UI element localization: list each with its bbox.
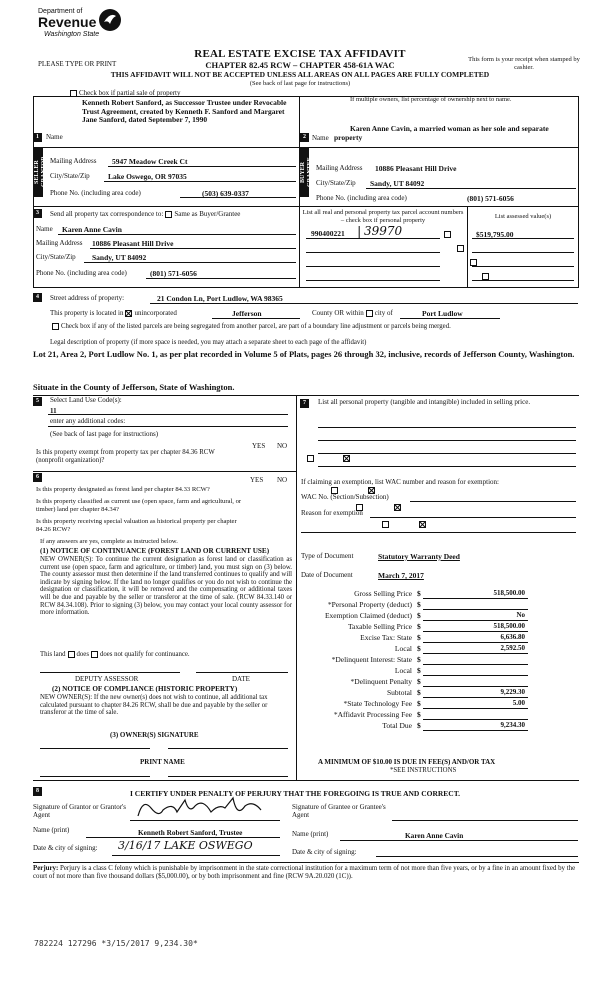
exempt-no-checkbox[interactable]: [343, 455, 350, 462]
situate-line: Situate in the County of Jefferson, State of Washington.: [33, 382, 235, 392]
multiple-owners-note: If multiple owners, list percentage of ownership next to name.: [350, 96, 512, 103]
notice1-title: (1) NOTICE OF CONTINUANCE (FOREST LAND OR CURRENT USE): [40, 547, 270, 555]
seller-name[interactable]: Kenneth Robert Sanford, as Successor Trustee under Revocable Trust Agreement, created by Kenneth F. Sanford and Margaret Jane Sanford, dated September 7, 1990: [82, 98, 287, 125]
current-use-question: Is this property classified as current use (open space, farm and agricultural, or timber) land per chapter 84.34?: [36, 498, 242, 513]
does-checkbox[interactable]: [68, 651, 75, 658]
section-3-badge: 3: [33, 209, 42, 218]
buyer-mailing[interactable]: 10886 Pleasant Hill Drive: [375, 164, 457, 173]
street-label: Street address of property:: [50, 294, 125, 302]
parcels-header: List all real and personal property tax parcel account numbers – check box if personal property: [302, 209, 464, 224]
county-label: County OR within: [312, 309, 364, 317]
section-7-badge: 7: [300, 399, 309, 408]
parcel-handwritten-note: 39970: [364, 224, 403, 238]
tax-mailing[interactable]: 10886 Pleasant Hill Drive: [92, 239, 174, 248]
see-instructions-note: *SEE INSTRUCTIONS: [390, 767, 457, 774]
fee-value[interactable]: 6,636.80: [500, 633, 525, 641]
seller-tag: SELLER GRANTOR: [34, 147, 43, 197]
if-yes-note: If any answers are yes, complete as instructed below.: [40, 538, 178, 545]
fee-label: Taxable Selling Price: [347, 622, 412, 631]
fee-label: *State Technology Fee: [343, 699, 412, 708]
seller-mailing[interactable]: 5947 Meadow Creek Ct: [112, 157, 188, 166]
buyer-name-label: Name: [312, 134, 329, 142]
fee-label: Local: [394, 644, 412, 653]
chapter-line: CHAPTER 82.45 RCW – CHAPTER 458-61A WAC: [205, 60, 395, 70]
seller-name-label: Name: [46, 133, 63, 141]
grantee-date-label: Date & city of signing:: [292, 848, 357, 856]
personal-property-checkbox-3[interactable]: [470, 259, 477, 266]
notice2-body: NEW OWNER(S): If the new owner(s) does not wish to continue, all additional tax calculated pursuant to chapter 84.26 RCW, shall be due and payable by the seller or transferor at the time of sale.: [40, 694, 268, 717]
legal-label: Legal description of property (if more space is needed, you may attach a separate sheet to each page of the affidavit): [50, 339, 367, 346]
section-5-badge: 5: [33, 397, 42, 406]
tax-name-label: Name: [36, 225, 53, 233]
s6-yes-label: YES: [250, 476, 264, 484]
qualify-row: [40, 651, 190, 659]
date-label: DATE: [232, 675, 250, 683]
seller-phone[interactable]: (503) 639-0337: [202, 189, 249, 198]
fee-value[interactable]: 9,229.30: [500, 688, 525, 696]
see-back-note: (See back of last page for instructions): [249, 80, 351, 87]
fee-dollar: $: [417, 688, 421, 697]
personal-property-label: List all personal property (tangible and intangible) included in selling price.: [318, 398, 531, 406]
fee-value[interactable]: 518,500.00: [493, 622, 525, 630]
tax-phone-label: Phone No. (including area code): [36, 269, 127, 277]
dor-logo: [38, 8, 123, 42]
grantor-signature-icon[interactable]: [133, 796, 283, 822]
forest-question: Is this property designated as forest land per chapter 84.33 RCW?: [36, 486, 210, 493]
revenue-text: Revenue: [38, 14, 97, 30]
grantor-name-value[interactable]: Kenneth Robert Sanford, Trustee: [138, 828, 243, 837]
perjury-text: Perjury is a class C felony which is punishable by imprisonment in the state correctional institution for a maximum term of not more than five years, or by a fine in an amount fixed by the court of not more than five thousand dollars ($5,000.00), or by both imprisonment and fine (RCW 9A.20.020 (1C)).: [33, 865, 576, 881]
wac-label: WAC No. (Section/Subsection): [301, 493, 389, 501]
fee-label: *Delinquent Interest: State: [331, 655, 412, 664]
tax-name[interactable]: Karen Anne Cavin: [62, 225, 122, 234]
buyer-phone-label: Phone No. (including area code): [316, 194, 407, 202]
land-use-label: Select Land Use Code(s):: [50, 396, 122, 404]
wa-state-text: Washington State: [44, 31, 100, 38]
historic-yes-checkbox[interactable]: [382, 521, 389, 528]
fee-dollar: $: [417, 611, 421, 620]
fee-label: Excise Tax: State: [360, 633, 412, 642]
does-label: does: [76, 651, 89, 659]
fee-dollar: $: [417, 710, 421, 719]
buyer-name[interactable]: Karen Anne Cavin, a married woman as her sole and separate property: [334, 124, 549, 142]
cashier-stamp: 782224 127296 *3/15/2017 9,234.30*: [34, 939, 198, 948]
does-not-checkbox[interactable]: [91, 651, 98, 658]
fee-dollar: $: [417, 644, 421, 653]
personal-property-checkbox-4[interactable]: [482, 273, 489, 280]
buyer-mailing-label: Mailing Address: [316, 164, 363, 172]
same-as-buyer-checkbox[interactable]: [165, 211, 172, 218]
tax-city[interactable]: Sandy, UT 84092: [92, 253, 147, 262]
s6-no-label: NO: [277, 476, 288, 484]
legal-description[interactable]: Lot 21, Area 2, Port Ludlow No. 1, as per plat recorded in Volume 5 of Plats, pages 26 through 32, inclusive, records of Jefferson County, Washington.: [33, 349, 575, 359]
parcel-handwritten: |: [357, 225, 362, 240]
buyer-city-label: City/State/Zip: [316, 179, 356, 187]
section-8-badge: 8: [33, 787, 42, 796]
doc-type-label: Type of Document: [301, 552, 354, 560]
exempt-question: Is this property exempt from property tax per chapter 84.36 RCW (nonprofit organization)?: [36, 449, 215, 465]
city-of-checkbox[interactable]: [366, 310, 373, 317]
dept-of-text: Department of: [38, 8, 83, 15]
perjury-block: [33, 865, 581, 882]
land-use-code[interactable]: 11: [50, 407, 57, 415]
grantor-sig-label: Signature of Grantor or Grantor's Agent: [33, 803, 127, 820]
personal-property-checkbox-2[interactable]: [457, 245, 464, 252]
fee-dollar: $: [417, 622, 421, 631]
perjury-label: Perjury:: [33, 865, 59, 872]
seller-mailing-label: Mailing Address: [50, 157, 97, 165]
fee-label: *Delinquent Penalty: [350, 677, 412, 686]
fee-label: Local: [394, 666, 412, 675]
grantee-sig-label: Signature of Grantee or Grantee's Agent: [292, 803, 386, 820]
fee-label: *Personal Property (deduct): [327, 600, 412, 609]
buyer-city[interactable]: Sandy, UT 84092: [370, 179, 425, 188]
notice2-title: (2) NOTICE OF COMPLIANCE (HISTORIC PROPERTY): [52, 685, 238, 693]
grantee-name-label: Name (print): [292, 830, 329, 838]
seller-city-label: City/State/Zip: [50, 172, 90, 180]
fee-dollar: $: [417, 699, 421, 708]
segregated-row: [50, 323, 580, 331]
grantee-name-value[interactable]: Karen Anne Cavin: [405, 831, 464, 840]
section-6-badge: 6: [33, 473, 42, 482]
historic-no-checkbox[interactable]: [419, 521, 426, 528]
fee-dollar: $: [417, 589, 421, 598]
tax-mailing-label: Mailing Address: [36, 239, 83, 247]
unincorporated-label: unincorporated: [134, 309, 177, 317]
form-title: REAL ESTATE EXCISE TAX AFFIDAVIT: [194, 48, 406, 60]
grantor-name-label: Name (print): [33, 826, 70, 834]
city-value[interactable]: Port Ludlow: [422, 309, 463, 318]
fee-value[interactable]: 5.00: [512, 699, 525, 707]
fee-dollar: $: [417, 677, 421, 686]
fee-dollar: $: [417, 655, 421, 664]
fee-dollar: $: [417, 600, 421, 609]
does-not-label: does not qualify for continuance.: [99, 651, 190, 659]
exemption-label: If claiming an exemption, list WAC number and reason for exemption:: [301, 478, 499, 486]
parcel-number-1[interactable]: 990400221: [311, 229, 345, 238]
unincorporated-checkbox[interactable]: [125, 310, 132, 317]
receipt-note: This form is your receipt when stamped by cashier.: [468, 56, 580, 71]
partial-sale-label: Check box if partial sale of property: [79, 89, 181, 97]
fee-label: Total Due: [382, 721, 412, 730]
segregated-checkbox[interactable]: [52, 323, 59, 330]
historic-question: Is this property receiving special valuation as historical property per chapter 84.26 RCW?: [36, 518, 237, 533]
reason-label: Reason for exemption: [301, 509, 363, 517]
s5-no-label: NO: [277, 442, 288, 450]
segregated-label: Check box if any of the listed parcels are being segregated from another parcel, are part of a boundary line adjustment or parcels being merged.: [61, 323, 451, 331]
same-as-buyer-label: Same as Buyer/Grantee: [174, 210, 241, 218]
fee-dollar: $: [417, 721, 421, 730]
print-name-label: PRINT NAME: [140, 758, 185, 766]
street-address[interactable]: 21 Condon Ln, Port Ludlow, WA 98365: [157, 294, 283, 303]
buyer-phone[interactable]: (801) 571-6056: [467, 194, 514, 203]
notice1-body: NEW OWNER(S): To continue the current designation as forest land or classification as current use (open space, farm and agriculture, or timber) land, you must sign on (3) below. The county assessor must then determine if the land transferred continues to qualify and will indicate by signing below. If the land no longer qualifies or you do not wish to continue the designation or classification, it will be removed and the compensating or additional taxes will be due and payable by the seller or transferor at the time of sale. (RCW 84.33.140 or RCW 84.34.108). Prior to signing (3) below, you may contact your local county assessor for more information.: [40, 556, 292, 617]
fee-label: *Affidavit Processing Fee: [333, 710, 412, 719]
deputy-assessor-label: DEPUTY ASSESSOR: [75, 675, 139, 683]
land-use-see-back: (See back of last page for instructions): [50, 430, 159, 438]
tax-city-label: City/State/Zip: [36, 253, 76, 261]
personal-property-checkbox-1[interactable]: [444, 231, 451, 238]
fee-label: Subtotal: [386, 688, 412, 697]
minimum-note: A MINIMUM OF $10.00 IS DUE IN FEE(S) AND/OR TAX: [318, 758, 496, 766]
tax-corr-row: [50, 210, 240, 218]
section-2-badge: 2: [300, 133, 309, 142]
fee-label: Exemption Claimed (deduct): [324, 611, 412, 620]
grantor-date-value[interactable]: 3/16/17 LAKE OSWEGO: [118, 839, 253, 852]
fee-value[interactable]: No: [516, 611, 525, 619]
seller-city[interactable]: Lake Oswego, OR 97035: [108, 172, 187, 181]
s5-yes-label: YES: [252, 442, 266, 450]
county-value[interactable]: Jefferson: [232, 309, 262, 318]
warning-line: THIS AFFIDAVIT WILL NOT BE ACCEPTED UNLESS ALL AREAS ON ALL PAGES ARE FULLY COMPLETED: [110, 70, 490, 79]
doc-date-label: Date of Document: [301, 571, 353, 579]
current-use-no-checkbox[interactable]: [394, 504, 401, 511]
fee-dollar: $: [417, 666, 421, 675]
buyer-tag: BUYER GRANTEE: [300, 147, 309, 197]
section-4-badge: 4: [33, 293, 42, 302]
exempt-yes-checkbox[interactable]: [307, 455, 314, 462]
tax-phone[interactable]: (801) 571-6056: [150, 269, 197, 278]
fee-label: Gross Selling Price: [354, 589, 412, 598]
additional-codes-label: enter any additional codes:: [50, 417, 126, 425]
grantor-date-label: Date & city of signing:: [33, 844, 98, 852]
fee-value[interactable]: 2,592.50: [500, 644, 525, 652]
owner-signature-label: (3) OWNER(S) SIGNATURE: [110, 731, 199, 739]
doc-type-value[interactable]: Statutory Warranty Deed: [378, 552, 460, 561]
assessed-header: List assessed value(s): [494, 213, 552, 220]
city-of-label: city of: [374, 309, 393, 317]
assessed-value-1[interactable]: $519,795.00: [476, 230, 514, 239]
tax-corr-label: Send all property tax correspondence to:: [50, 210, 164, 218]
fee-value[interactable]: 518,500.00: [493, 589, 525, 597]
fee-value[interactable]: 9,234.30: [500, 721, 525, 729]
located-label: This property is located in: [50, 309, 124, 317]
certify-line: I CERTIFY UNDER PENALTY OF PERJURY THAT THE FOREGOING IS TRUE AND CORRECT.: [130, 789, 461, 798]
doc-date-value[interactable]: March 7, 2017: [378, 571, 424, 580]
this-land-label: This land: [40, 651, 66, 659]
section-1-badge: 1: [33, 133, 42, 142]
fee-dollar: $: [417, 633, 421, 642]
county-within: [312, 309, 393, 317]
located-row: [50, 309, 177, 317]
dor-emblem-icon: [98, 8, 122, 32]
please-type: PLEASE TYPE OR PRINT: [38, 60, 117, 68]
seller-phone-label: Phone No. (including area code): [50, 189, 141, 197]
